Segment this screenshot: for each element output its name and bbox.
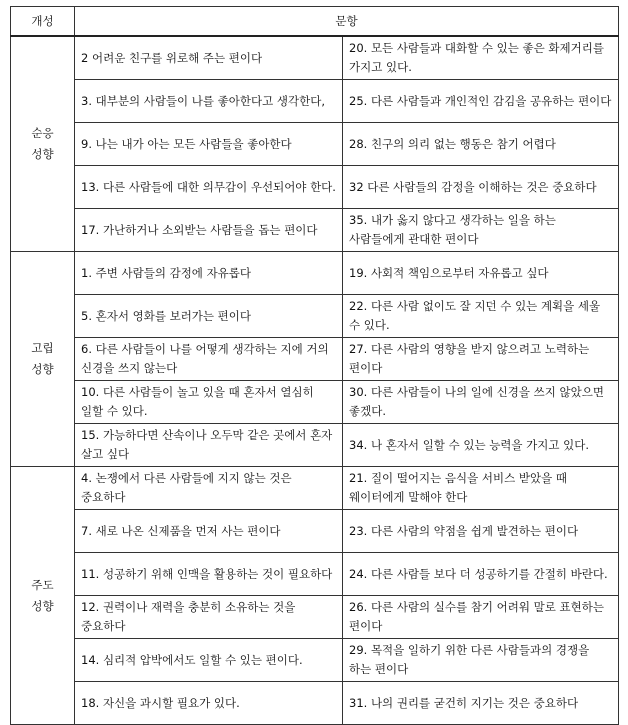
item-cell: 22. 다른 사람 없이도 잘 지던 수 있는 계획을 세울 수 있다. — [343, 295, 619, 338]
group-label-line2: 성향 — [31, 147, 54, 161]
item-cell: 21. 질이 떨어지는 음식을 서비스 받았을 때 웨이터에게 말해야 한다 — [343, 467, 619, 510]
item-cell: 26. 다른 사람의 실수를 참기 어려워 말로 표현하는 편이다 — [343, 596, 619, 639]
item-cell: 35. 내가 옳지 않다고 생각하는 일을 하는 사람들에게 관대한 편이다 — [343, 209, 619, 252]
item-cell: 1. 주변 사람들의 감정에 자유롭다 — [75, 252, 343, 295]
item-cell: 5. 혼자서 영화를 보러가는 편이다 — [75, 295, 343, 338]
item-cell: 10. 다른 사람들이 놀고 있을 때 혼자서 열심히 일할 수 있다. — [75, 381, 343, 424]
group-label-line1: 고립 — [31, 341, 54, 355]
group-label-line2: 성향 — [31, 362, 54, 376]
item-cell: 29. 목적을 일하기 위한 다른 사람들과의 경쟁을 하는 편이다 — [343, 639, 619, 682]
item-cell: 28. 친구의 의리 없는 행동은 참기 어렵다 — [343, 123, 619, 166]
item-cell: 23. 다른 사람의 약점을 쉽게 발견하는 편이다 — [343, 510, 619, 553]
item-cell: 11. 성공하기 위해 인맥을 활용하는 것이 필요하다 — [75, 553, 343, 596]
item-cell: 13. 다른 사람들에 대한 의무감이 우선되어야 한다. — [75, 166, 343, 209]
item-cell: 3. 대부분의 사람들이 나를 좋아한다고 생각한다, — [75, 80, 343, 123]
item-cell: 24. 다른 사람들 보다 더 성공하기를 간절히 바란다. — [343, 553, 619, 596]
item-cell: 7. 새로 나온 신제품을 먼저 사는 편이다 — [75, 510, 343, 553]
item-cell: 6. 다른 사람들이 나를 어떻게 생각하는 지에 거의 신경을 쓰지 않는다 — [75, 338, 343, 381]
item-cell: 32 다른 사람들의 감정을 이해하는 것은 중요하다 — [343, 166, 619, 209]
item-cell: 30. 다른 사람들이 나의 일에 신경을 쓰지 않았으면 좋겠다. — [343, 381, 619, 424]
group-label-line1: 주도 — [31, 577, 54, 592]
item-cell: 19. 사회적 책임으로부터 자유롭고 싶다 — [343, 252, 619, 295]
item-cell: 20. 모든 사람들과 대화할 수 있는 좋은 화제거리를 가지고 있다. — [343, 36, 619, 80]
item-cell: 15. 가능하다면 산속이나 오두막 같은 곳에서 혼자 살고 싶다 — [75, 424, 343, 467]
item-cell: 9. 나는 내가 아는 모든 사람들을 좋아한다 — [75, 123, 343, 166]
item-cell: 34. 나 혼자서 일할 수 있는 능력을 가지고 있다. — [343, 424, 619, 467]
item-cell: 27. 다른 사람의 영향을 받지 않으려고 노력하는 편이다 — [343, 338, 619, 381]
group-label-line1: 순응 — [31, 126, 54, 140]
item-cell: 4. 논쟁에서 다른 사람들에 지지 않는 것은 중요하다 — [75, 467, 343, 510]
item-cell: 12. 권력이나 재력을 충분히 소유하는 것을 중요하다 — [75, 596, 343, 639]
group-label-line2: 성향 — [31, 598, 54, 613]
item-cell: 25. 다른 사람들과 개인적인 감김을 공유하는 편이다 — [343, 80, 619, 123]
item-cell: 18. 자신을 과시할 필요가 있다. — [75, 682, 343, 725]
header-items: 문항 — [75, 7, 619, 37]
personality-items-table — [10, 6, 619, 725]
item-cell: 2 어려운 친구를 위로해 주는 편이다 — [75, 36, 343, 80]
item-cell: 14. 심리적 압박에서도 일할 수 있는 편이다. — [75, 639, 343, 682]
item-cell: 17. 가난하거나 소외받는 사람들을 돕는 편이다 — [75, 209, 343, 252]
group-label-conforming — [11, 36, 75, 252]
group-label-isolated — [11, 252, 75, 467]
item-cell: 31. 나의 권리를 굳건히 지기는 것은 중요하다 — [343, 682, 619, 725]
header-personality: 개성 — [11, 7, 75, 37]
